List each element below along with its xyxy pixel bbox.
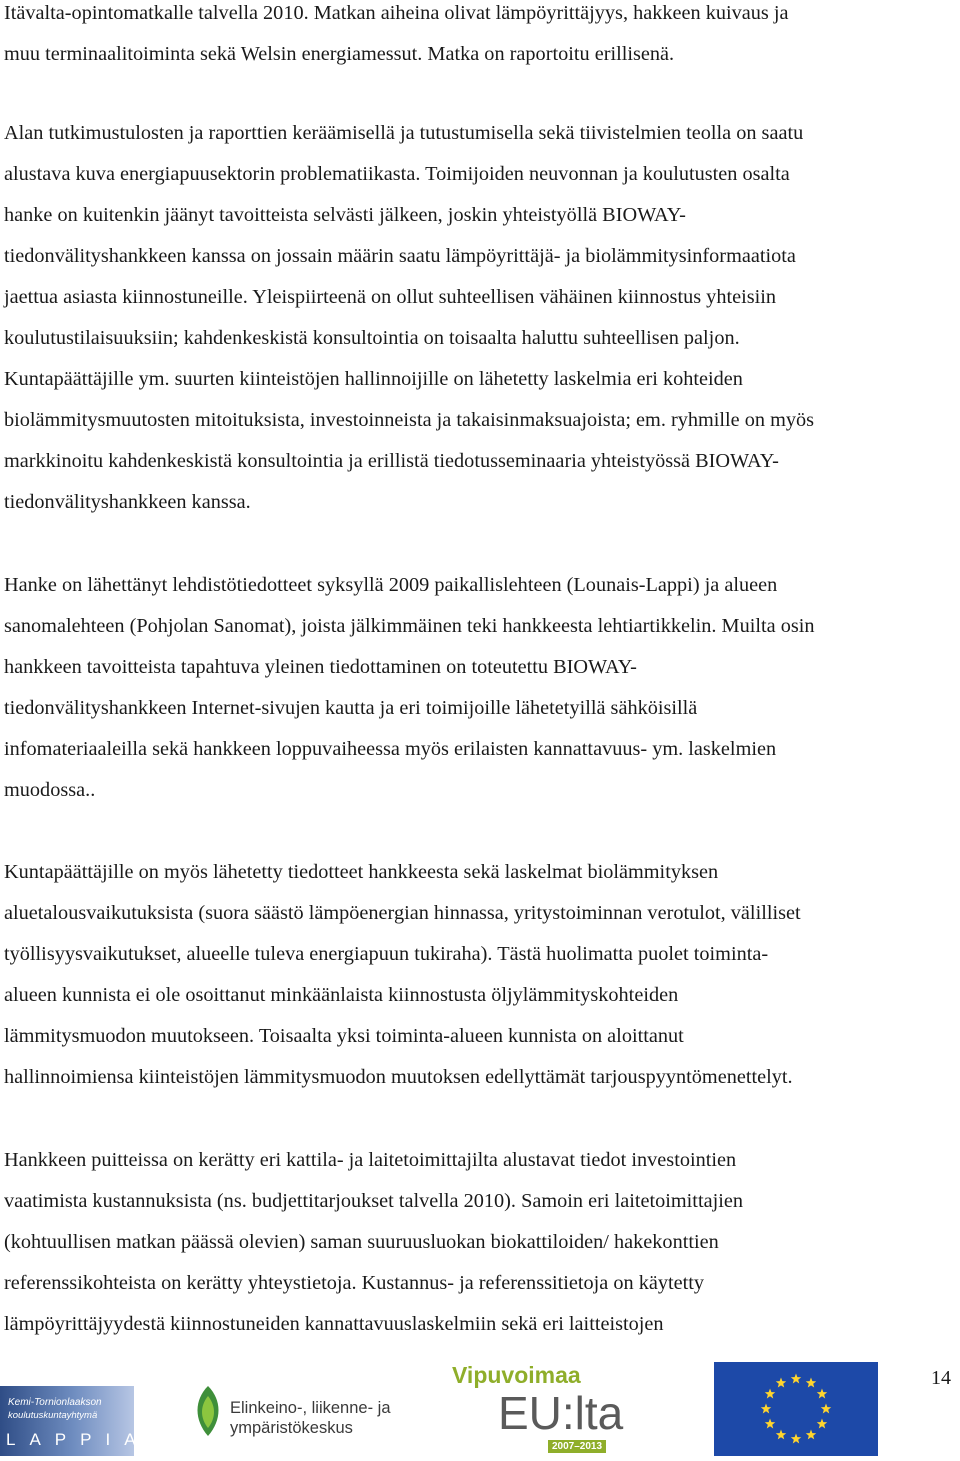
- text-line: Alan tutkimustulosten ja raporttien keräämisellä ja tutustumisella sekä tiivistelmien teolla on saatu: [4, 122, 804, 144]
- text-line: Kuntapäättäjille ym. suurten kiinteistöjen hallinnoijille on lähetetty laskelmia eri kohteiden: [4, 368, 743, 390]
- kemi-logo-text-2: koulutuskuntayhtymä: [8, 1410, 98, 1421]
- eu-flag-icon: [714, 1362, 878, 1456]
- text-line: tiedonvälityshankkeen Internet-sivujen kautta ja eri toimijoille lähetetyillä sähköisillä: [4, 697, 698, 719]
- text-line: tiedonvälityshankkeen kanssa on jossain määrin saatu lämpöyrittäjä- ja biolämmitysinformaatiota: [4, 245, 796, 267]
- kemi-logo-text-1: Kemi-Tornionlaakson: [8, 1397, 102, 1408]
- text-line: Hanke on lähettänyt lehdistötiedotteet syksyllä 2009 paikallislehteen (Lounais-Lappi) ja alueen: [4, 574, 778, 596]
- text-line: työllisyysvaikutukset, alueelle tuleva energiapuun tukiraha). Tästä huolimatta puolet toiminta-: [4, 943, 769, 965]
- page-number: 14: [931, 1367, 951, 1389]
- text-line: hanke on kuitenkin jäänyt tavoitteista selvästi jälkeen, joskin yhteistyöllä BIOWAY-: [4, 204, 686, 226]
- text-line: hankkeen tavoitteista tapahtuva yleinen tiedottaminen on toteutettu BIOWAY-: [4, 656, 637, 678]
- text-line: Kuntapäättäjille on myös lähetetty tiedotteet hankkeesta sekä laskelmat biolämmityksen: [4, 861, 719, 883]
- text-line: muu terminaalitoiminta sekä Welsin energiamessut. Matka on raportoitu erillisenä.: [4, 43, 675, 65]
- vipuvoimaa-eulta-logo: [452, 1362, 624, 1456]
- text-line: jaettua asiasta kiinnostuneille. Yleispiirteenä on ollut suhteellisen vähäinen kiinnostus yhteisiin: [4, 286, 777, 308]
- text-line: lämmitysmuodon muutokseen. Toisaalta yksi toiminta-alueen kunnista on aloittanut: [4, 1025, 684, 1047]
- text-line: sanomalehteen (Pohjolan Sanomat), joista jälkimmäinen teki hankkeesta lehtiartikkelin. Muilta osin: [4, 615, 815, 637]
- text-line: tiedonvälityshankkeen kanssa.: [4, 491, 251, 513]
- text-line: Hankkeen puitteissa on kerätty eri kattila- ja laitetoimittajilta alustavat tiedot investointien: [4, 1149, 737, 1171]
- text-line: (kohtuullisen matkan päässä olevien) saman suuruusluokan biokattiloiden/ hakekonttien: [4, 1231, 719, 1253]
- text-line: aluetalousvaikutuksista (suora säästö lämpöenergian hinnassa, yritystoiminnan verotulot, välilliset: [4, 902, 801, 924]
- text-line: koulutustilaisuuksiin; kahdenkeskistä konsultointia on toisaalta haluttu suhteellisen paljon.: [4, 327, 740, 349]
- ely-logo-text-1: Elinkeino-, liikenne- ja: [230, 1399, 391, 1417]
- vipuvoimaa-text: Vipuvoimaa: [452, 1362, 581, 1388]
- text-line: biolämmitysmuutosten mitoituksista, investoinneista ja takaisinmaksuajoista; em. ryhmille on myös: [4, 409, 815, 431]
- ely-keskus-logo: [190, 1382, 400, 1442]
- footer-logos: [0, 1358, 960, 1456]
- text-line: infomateriaaleilla sekä hankkeen loppuvaiheessa myös erilaisten kannattavuus- ym. laskelmien: [4, 738, 777, 760]
- eulta-text: EU:lta: [498, 1387, 624, 1439]
- text-line: alueen kunnista ei ole osoittanut minkäänlaista kiinnostusta öljylämmityskohteiden: [4, 984, 679, 1006]
- text-line: markkinoitu kahdenkeskistä konsultointia ja erillistä tiedotusseminaaria yhteistyössä BIOWAY-: [4, 450, 779, 472]
- kemi-logo-text-3: LAPPIA: [6, 1430, 150, 1449]
- eu-flag-logo: [714, 1362, 878, 1456]
- ely-logo-text-2: ympäristökeskus: [230, 1419, 353, 1437]
- text-line: muodossa..: [4, 779, 96, 801]
- vipuvoimaa-years: 2007–2013: [548, 1440, 606, 1453]
- text-line: referenssikohteista on kerätty yhteystietoja. Kustannus- ja referenssitietoja on käytetty: [4, 1272, 705, 1294]
- text-line: vaatimista kustannuksista (ns. budjettitarjoukset talvella 2010). Samoin eri laitetoimittajien: [4, 1190, 743, 1212]
- text-line: lämpöyrittäjyydestä kiinnostuneiden kannattavuuslaskelmiin sekä eri laitteistojen: [4, 1313, 664, 1335]
- kemi-tornionlaakso-logo: [0, 1386, 150, 1456]
- ely-leaf-icon: [190, 1382, 226, 1442]
- text-line: hallinnoimiensa kiinteistöjen lämmitysmuodon muutoksen edellyttämät tarjouspyyntömenettelyt.: [4, 1066, 793, 1088]
- text-line: alustava kuva energiapuusektorin problematiikasta. Toimijoiden neuvonnan ja koulutusten osalta: [4, 163, 790, 185]
- text-line: Itävalta-opintomatkalle talvella 2010. Matkan aiheina olivat lämpöyrittäjyys, hakkeen kuivaus ja: [4, 2, 789, 24]
